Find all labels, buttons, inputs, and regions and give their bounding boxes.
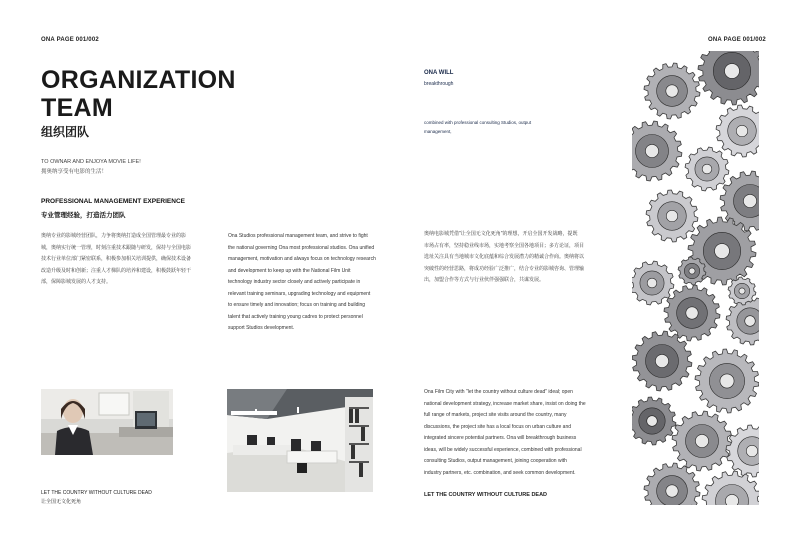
text-line: to ensure timely and innovation; focus on training and building bbox=[228, 302, 366, 308]
text-line: Ona Film City with "let the country without culture dead" ideal; open bbox=[424, 389, 573, 395]
text-line: discussions, the project site has a local focus on urban culture and bbox=[424, 423, 572, 430]
caption-left bbox=[41, 489, 152, 507]
text-line: 奥纳电影城凭借"让全国无文化死角"的理想，开启全国开发战略，提既 bbox=[424, 231, 578, 237]
gear-hub bbox=[666, 85, 678, 97]
gear-hub bbox=[666, 485, 678, 497]
office-worker-photo bbox=[41, 389, 173, 455]
text-line: 出，加盟合作等方式与行业伙伴强强联合，共谋发展。 bbox=[424, 277, 545, 283]
gear-hub bbox=[743, 194, 756, 207]
text-line: 城，奥纳实行统一管理，时刻注重技术跟随与研发，保持与全国电影 bbox=[41, 244, 192, 251]
page-title-cn: 组织团队 bbox=[41, 125, 90, 139]
tagline-en: TO OWNAR AND ENJOYA MOVIE LIFE! bbox=[41, 159, 141, 165]
gear-hub bbox=[647, 278, 657, 288]
text-line: 技术行业单位部门紧密联系，积极参加相关培训提供，确保技术设备 bbox=[41, 256, 192, 262]
page-title-line1: ORGANIZATION bbox=[41, 66, 236, 94]
page-number-left: ONA PAGE 001/002 bbox=[41, 37, 99, 43]
office-interior-photo bbox=[227, 389, 373, 492]
col2-paragraph bbox=[228, 231, 398, 335]
caption-left-en: LET THE COUNTRY WITHOUT CULTURE DEAD bbox=[41, 490, 152, 496]
gear-hub bbox=[715, 244, 730, 259]
text-line: talent that actively training young cadres to protect personnel bbox=[228, 313, 363, 320]
gear-hub bbox=[686, 307, 698, 319]
gear-hub bbox=[725, 494, 738, 505]
text-line: relevant training seminars, upgrading technology and equipment bbox=[228, 290, 371, 297]
gear-hub bbox=[689, 268, 695, 274]
tagline bbox=[41, 157, 141, 177]
text-line: the national governing Ona most professional studios. Ona unified bbox=[228, 244, 375, 251]
text-line: management, motivation and always focus on technology research bbox=[228, 256, 376, 262]
gear-hub bbox=[725, 64, 740, 79]
text-line: integrated sincere potential partners. Ona will breakthrough business bbox=[424, 435, 577, 441]
onawill-subtitle: breakthrough bbox=[424, 81, 454, 87]
page-title-line2: TEAM bbox=[41, 94, 114, 122]
onawill-description: combined with professional consulting Studios, output management, bbox=[424, 120, 532, 134]
gear-hub bbox=[666, 210, 677, 221]
gear-hub bbox=[739, 288, 745, 294]
text-line: full range of markets, project site visits around the country, many bbox=[424, 412, 567, 418]
tagline-cn: 拥奥纳享受有电影的生活！ bbox=[41, 169, 108, 175]
gears-image bbox=[632, 51, 759, 505]
section-title: PROFESSIONAL MANAGEMENT EXPERIENCE bbox=[41, 198, 185, 205]
text-line: 突破性的经营思路，将成功经验广泛推广，结合专业的影城咨询、管理输 bbox=[424, 265, 585, 272]
onawill-title: ONA WILL bbox=[424, 70, 454, 76]
caption-right: LET THE COUNTRY WITHOUT CULTURE DEAD bbox=[424, 492, 548, 498]
gear-hub bbox=[736, 125, 747, 136]
col3-paragraph bbox=[424, 229, 604, 287]
col1-paragraph bbox=[41, 231, 211, 289]
text-line: 改造升级及时和创新；注重人才梯队的培养和建设，积极鼓跃年轻干 bbox=[41, 267, 192, 274]
page-title bbox=[41, 66, 236, 122]
gear-hub bbox=[645, 144, 658, 157]
text-line: 奥纳专业的影城经营团队，力争将奥纳打造成全国管理最专业的影 bbox=[41, 233, 187, 239]
caption-left-cn: 让全国无文化死角 bbox=[41, 499, 82, 505]
col3-en-paragraph bbox=[424, 387, 604, 479]
text-line: 部，保障影城发展的人才支持。 bbox=[41, 279, 112, 285]
text-line: consulting Studios, output management, joining cooperation with bbox=[424, 458, 567, 464]
text-line: 市场占有率，坚持稳业线市场，实地考察全国各地项目；多方论证，项目 bbox=[424, 242, 585, 249]
text-line: ideas, will be widely successful experience, combined with professional bbox=[424, 446, 582, 453]
text-line: industry partners, etc. combination, and seek common development. bbox=[424, 469, 576, 476]
text-line: technology industry sector closely and actively participate in bbox=[228, 279, 361, 285]
gear-hub bbox=[745, 316, 756, 327]
gear-hub bbox=[702, 164, 712, 174]
gear-hub bbox=[720, 374, 734, 388]
text-line: national development strategy, increase market share, insist on doing the bbox=[424, 400, 586, 407]
text-line: support Studios development. bbox=[228, 325, 295, 331]
text-line: and development to keep up with the National Film Unit bbox=[228, 267, 351, 274]
page-number-right: ONA PAGE 001/002 bbox=[708, 37, 766, 43]
gear-hub bbox=[655, 354, 668, 367]
section-subtitle: 专业管理经验，打造活力团队 bbox=[41, 212, 126, 219]
gear-hub bbox=[746, 445, 757, 456]
text-line: 选址关注具有当地城市文化底蕴和综合发展潜力的精诚合作商。奥纳将以 bbox=[424, 254, 585, 260]
gear-hub bbox=[695, 434, 708, 447]
text-line: Ona Studios professional management team, and strive to fight bbox=[228, 233, 368, 239]
gear-hub bbox=[647, 416, 658, 427]
